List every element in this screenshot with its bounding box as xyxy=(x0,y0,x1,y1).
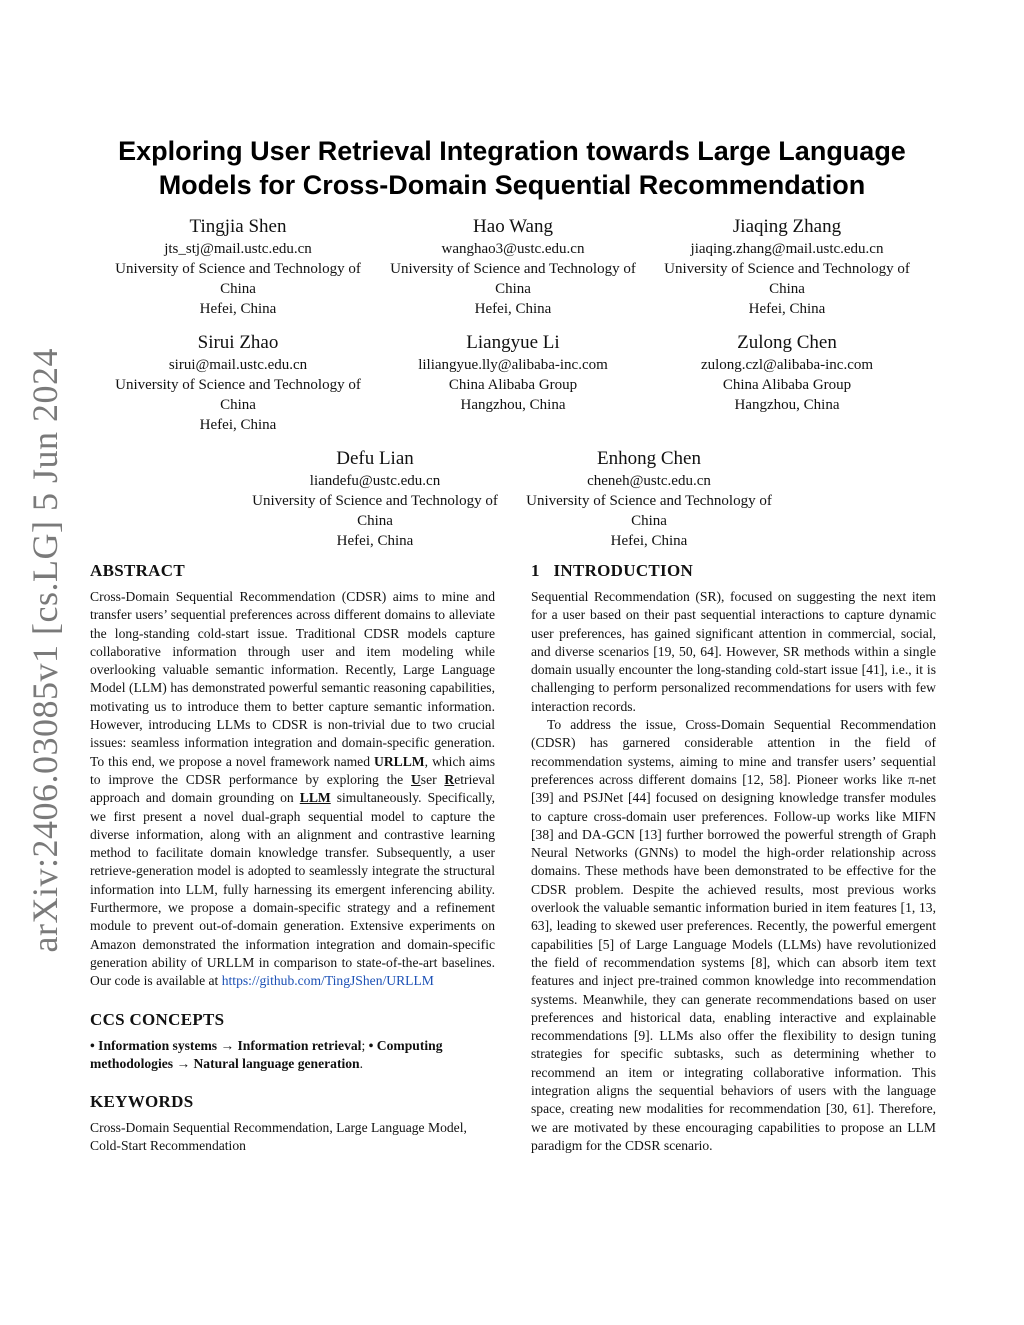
author-affiliation: University of Science and Technology of China xyxy=(252,493,498,529)
author-affiliation: University of Science and Technology of China xyxy=(526,493,772,529)
abstract-text: Cross-Domain Sequential Recommendation (CDSR) aims to mine and transfer users’ sequential preferences across different domains to alleviate the long-standing cold-start issue. Traditional CDSR models capture collaborative information through user and item modeling while overlooking valuable semantic information. Recently, Large Language Model (LLM) has demonstrated powerful semantic reasoning capabilities, motivating us to introduce them to better capture semantic information. However, introducing LLMs to CDSR is non-trivial due to two crucial issues: seamless information integration and domain-specific generation. To this end, we propose a novel framework named URLLM, which aims to improve the CDSR performance by exploring the User Retrieval approach and domain grounding on LLM simultaneously. Specifically, we first present a novel dual-graph sequential model to capture the diverse information, along with an alignment and contrastive learning method to facilitate domain knowledge transfer. Subsequently, a user retrieve-generation model is adopted to seamlessly integrate the structural information into LLM, fully harnessing its emergent inferencing ability. Furthermore, we propose a domain-specific strategy and a refinement module to prevent out-of-domain generation. Extensive experiments on Amazon demonstrated the information integration and domain-specific generation ability of URLLM in comparison to state-of-the-art baselines. Our code is available at https://github.com/TingJShen/URLLM xyxy=(90,589,496,989)
author-block xyxy=(652,215,922,319)
author-location: Hefei, China xyxy=(199,301,277,317)
author-block xyxy=(378,331,648,415)
author-block xyxy=(240,447,510,551)
author-email[interactable]: cheneh@ustc.edu.cn xyxy=(587,473,711,489)
author-affiliation: University of Science and Technology of China xyxy=(664,261,910,297)
author-name: Enhong Chen xyxy=(597,448,701,469)
framework-name: URLLM xyxy=(374,753,425,769)
author-email[interactable]: liliangyue.lly@alibaba-inc.com xyxy=(418,357,608,373)
code-link[interactable]: https://github.com/TingJShen/URLLM xyxy=(221,973,434,989)
author-affiliation: China Alibaba Group xyxy=(722,377,852,393)
author-affiliation: University of Science and Technology of China xyxy=(390,261,636,297)
author-name: Hao Wang xyxy=(473,216,553,237)
author-location: Hangzhou, China xyxy=(460,397,566,413)
ccs-concepts: • Information systems → Information retrieval; • Computing methodologies → Natural language generation. xyxy=(90,1037,443,1071)
author-block xyxy=(652,331,922,415)
author-location: Hefei, China xyxy=(474,301,552,317)
author-email[interactable]: zulong.czl@alibaba-inc.com xyxy=(700,357,874,373)
author-email[interactable]: jts_stj@mail.ustc.edu.cn xyxy=(164,241,312,257)
author-name: Tingjia Shen xyxy=(189,216,287,237)
author-name: Sirui Zhao xyxy=(197,332,279,353)
author-name: Jiaqing Zhang xyxy=(732,216,842,237)
author-location: Hefei, China xyxy=(748,301,826,317)
author-affiliation: University of Science and Technology of China xyxy=(115,377,361,413)
ccs-heading: CCS CONCEPTS xyxy=(90,1009,225,1029)
author-block xyxy=(514,447,784,551)
left-column xyxy=(90,560,495,1156)
author-location: Hangzhou, China xyxy=(734,397,840,413)
author-email[interactable]: wanghao3@ustc.edu.cn xyxy=(441,241,585,257)
author-location: Hefei, China xyxy=(336,533,414,549)
author-affiliation: University of Science and Technology of China xyxy=(115,261,361,297)
author-affiliation: China Alibaba Group xyxy=(448,377,578,393)
keywords-text: Cross-Domain Sequential Recommendation, Large Language Model, Cold-Start Recommendation xyxy=(90,1120,467,1154)
author-name: Defu Lian xyxy=(336,448,414,469)
author-block xyxy=(103,215,373,319)
arxiv-sidebar xyxy=(22,347,68,953)
keywords-heading: KEYWORDS xyxy=(90,1092,194,1112)
author-name: Zulong Chen xyxy=(737,332,837,353)
intro-paragraph-2: To address the issue, Cross-Domain Sequential Recommendation (CDSR) has garnered considerable attention in the field of recommendation systems, aiming to mine and transfer users’ sequential preferences across different domains [12, 58]. Pioneer works like π-net [39] and PSJNet [44] focused on designing knowledge transfer modules to capture cross-domain user preferences. Follow-up works like MIFN [38] and DA-GCN [13] further borrowed the powerful strength of Graph Neural Networks (GNNs) to model the high-order relationship across domains. These methods have been demonstrated to be effective for the CDSR problem. Despite the achieved results, most previous works overlook the valuable semantic information buried in item features [1, 13, 63], leading to skewed user preferences. Recently, the powerful emergent capabilities [5] of Large Language Models (LLMs) have revolutionized the field of recommendation systems [8], which can absorb item text features and inject pre-trained common knowledge into recommendation systems. Meanwhile, they can generate recommendations based on user preferences and historical data, enabling interactive and explainable recommendations [9]. LLMs also offer the flexibility to design tuning strategies for specific subtasks, such as determining whether to recommend an item or integrating collaborative information. This integration aligns the sequential behaviors of users with the language space, creating new modalities for recommendation [30, 61]. Therefore, we are motivated by these encouraging capabilities to propose an LLM paradigm for the CDSR scenario. xyxy=(531,717,936,1153)
author-block xyxy=(378,215,648,319)
author-location: Hefei, China xyxy=(199,417,277,433)
intro-paragraph-1: Sequential Recommendation (SR), focused on suggesting the next item for a user based on their past sequential interactions to capture dynamic user preferences, has gained significant attention in commercial, social, and diverse scenarios [19, 50, 64]. However, SR methods within a single domain usually encounter the long-standing cold-start issue [41], i.e., it is challenging to perform personalized recommendations for users with few interaction records. xyxy=(531,589,936,714)
author-block xyxy=(103,331,373,435)
author-email[interactable]: jiaqing.zhang@mail.ustc.edu.cn xyxy=(690,241,884,257)
author-email[interactable]: sirui@mail.ustc.edu.cn xyxy=(168,357,308,373)
abstract-heading: ABSTRACT xyxy=(90,561,185,580)
arxiv-identifier[interactable]: arXiv:2406.03085v1 [cs.LG] 5 Jun 2024 xyxy=(25,347,65,953)
right-column xyxy=(531,560,936,1155)
author-name: Liangyue Li xyxy=(466,332,560,353)
paper-title: Exploring User Retrieval Integration towards Large Language Models for Cross-Domain Sequential Recommendation xyxy=(118,136,906,200)
author-email[interactable]: liandefu@ustc.edu.cn xyxy=(309,473,441,489)
author-location: Hefei, China xyxy=(610,533,688,549)
introduction-heading: 1 INTRODUCTION xyxy=(531,561,694,580)
